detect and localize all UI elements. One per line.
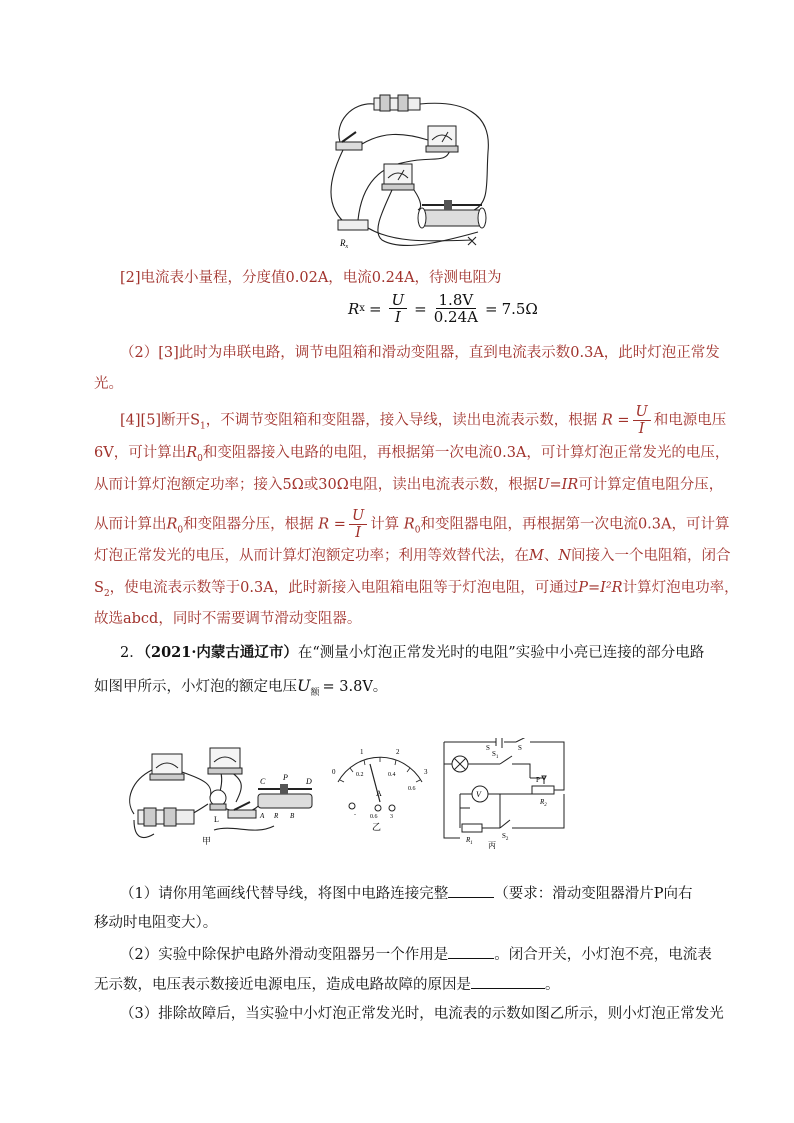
svg-text:R2: $R_2$ bbox=[540, 798, 547, 808]
answer-line-4-1: [4][5]断开$S_1$，不调节变阻箱和变阻器，接入导线，读出电流表示数，根据 R = $\frac{U}{I}$ 和电源电压 bbox=[120, 404, 727, 437]
switch-icon bbox=[228, 802, 256, 818]
svg-text:2: 2 bbox=[396, 748, 400, 756]
svg-text:D: D bbox=[306, 777, 312, 786]
svg-text:S: S bbox=[486, 744, 490, 752]
svg-text:-: - bbox=[354, 812, 356, 818]
resistor-rx-icon bbox=[338, 220, 368, 230]
svg-text:L: L bbox=[214, 815, 219, 824]
svg-text:A: A bbox=[376, 789, 382, 798]
figure-yi-ammeter-dial bbox=[330, 742, 430, 832]
answer-line-4-7: 故选abcd，同时不需要调节滑动变阻器。 bbox=[94, 611, 362, 627]
answer-line-4-2: 6V，可计算出$R_0$和变阻器接入电路的电阻，再根据第一次电流0.3A，可计算灯泡正常发光的电压， bbox=[94, 445, 730, 464]
sub-question-1-line-2: 移动时电阻变大）。 bbox=[94, 915, 218, 931]
svg-text:R1: $R_1$ bbox=[466, 836, 473, 846]
svg-text:R: R bbox=[274, 812, 279, 820]
answer-line-2: [2]电流表小量程，分度值0.02A，电流0.24A，待测电阻为 bbox=[120, 270, 502, 286]
formula-rx: R x = $\frac{U}{I}$ = $\frac{1.8V}{0.24A}$ = 7.5Ω bbox=[348, 291, 538, 326]
svg-text:S: S bbox=[518, 744, 522, 752]
svg-text:3: 3 bbox=[424, 768, 428, 776]
sub-question-1-line-1: （1）请你用笔画线代替导线，将图中电路连接完整 （要求：滑动变阻器滑片P向右 bbox=[120, 883, 693, 904]
lamp-icon bbox=[210, 790, 226, 810]
answer-line-4-4: 从而计算出$R_0$和变阻器分压，根据 R = $\frac{U}{I}$ 计算 $R_0$和变阻器电阻，再根据第一次电流0.3A，可计算 bbox=[94, 508, 730, 541]
answer-blank-1[interactable] bbox=[448, 883, 494, 898]
svg-text:P: P bbox=[536, 776, 540, 784]
svg-text:S2: $S_2$ bbox=[502, 832, 509, 842]
svg-text:S1: $S_1$ bbox=[492, 750, 499, 760]
answer-line-4-3: 从而计算灯泡额定功率；接入5Ω或30Ω电阻，读出电流表示数，根据U=IR可计算定值电阻分压， bbox=[94, 477, 724, 493]
ammeter-icon bbox=[382, 164, 414, 190]
answer-line-4-6: $S_2$，使电流表示数等于0.3A，此时新接入电阻箱电阻等于灯泡电阻，可通过P=I²R计算灯泡电功率， bbox=[94, 580, 739, 599]
top-circuit-figure bbox=[322, 92, 494, 254]
svg-text:乙: 乙 bbox=[372, 822, 382, 832]
answer-line-4-5: 灯泡正常发光的电压，从而计算灯泡额定功率；利用等效替代法，在M、N间接入一个电阻箱，闭合 bbox=[94, 548, 731, 564]
answer-blank-2[interactable] bbox=[448, 944, 494, 959]
voltmeter-icon bbox=[208, 748, 242, 774]
svg-text:0.2: 0.2 bbox=[356, 772, 364, 778]
figure-bing-schematic bbox=[440, 738, 570, 850]
svg-text:丙: 丙 bbox=[488, 841, 496, 850]
svg-text:Rx: $R_x$ bbox=[340, 238, 349, 250]
figure-jia-circuit bbox=[124, 740, 324, 850]
ammeter-icon bbox=[150, 754, 184, 780]
svg-text:0.4: 0.4 bbox=[388, 772, 396, 778]
battery-box bbox=[138, 808, 194, 826]
svg-text:0: 0 bbox=[332, 768, 336, 776]
question-2-line-2: 如图甲所示，小灯泡的额定电压$U_额 = 3.8V$。 bbox=[94, 676, 388, 698]
sub-question-3-line-1: （3）排除故障后，当实验中小灯泡正常发光时，电流表的示数如图乙所示，则小灯泡正常发光 bbox=[120, 1006, 724, 1022]
battery-box bbox=[374, 95, 420, 111]
svg-text:C: C bbox=[260, 777, 266, 786]
sub-question-2-line-1: （2）实验中除保护电路外滑动变阻器另一个作用是 。闭合开关，小灯泡不亮，电流表 bbox=[120, 944, 712, 965]
svg-text:V: V bbox=[476, 790, 481, 799]
voltmeter-icon bbox=[426, 126, 458, 152]
sub-question-2-line-2: 无示数，电压表示数接近电源电压，造成电路故障的原因是 。 bbox=[94, 974, 560, 995]
svg-text:B: B bbox=[290, 812, 295, 820]
svg-text:1: 1 bbox=[360, 748, 364, 756]
question-2-line-1: 2．（2021·内蒙古通辽市）在“测量小灯泡正常发光时的电阻”实验中小亮已连接的部分电路 bbox=[120, 644, 705, 661]
svg-text:A: A bbox=[260, 812, 265, 820]
rheostat-icon bbox=[258, 784, 312, 808]
rheostat-icon bbox=[418, 200, 486, 228]
answer-line-3-b: 光。 bbox=[94, 376, 123, 392]
svg-text:甲: 甲 bbox=[202, 836, 212, 846]
answer-line-3-a: （2）[3]此时为串联电路，调节电阻箱和滑动变阻器，直到电流表示数0.3A，此时灯泡正常发 bbox=[120, 345, 720, 361]
svg-text:0.6: 0.6 bbox=[408, 786, 416, 792]
svg-text:0.6: 0.6 bbox=[370, 814, 378, 820]
svg-text:3: 3 bbox=[390, 814, 393, 820]
answer-blank-3[interactable] bbox=[471, 974, 545, 989]
svg-text:P: P bbox=[283, 773, 288, 782]
